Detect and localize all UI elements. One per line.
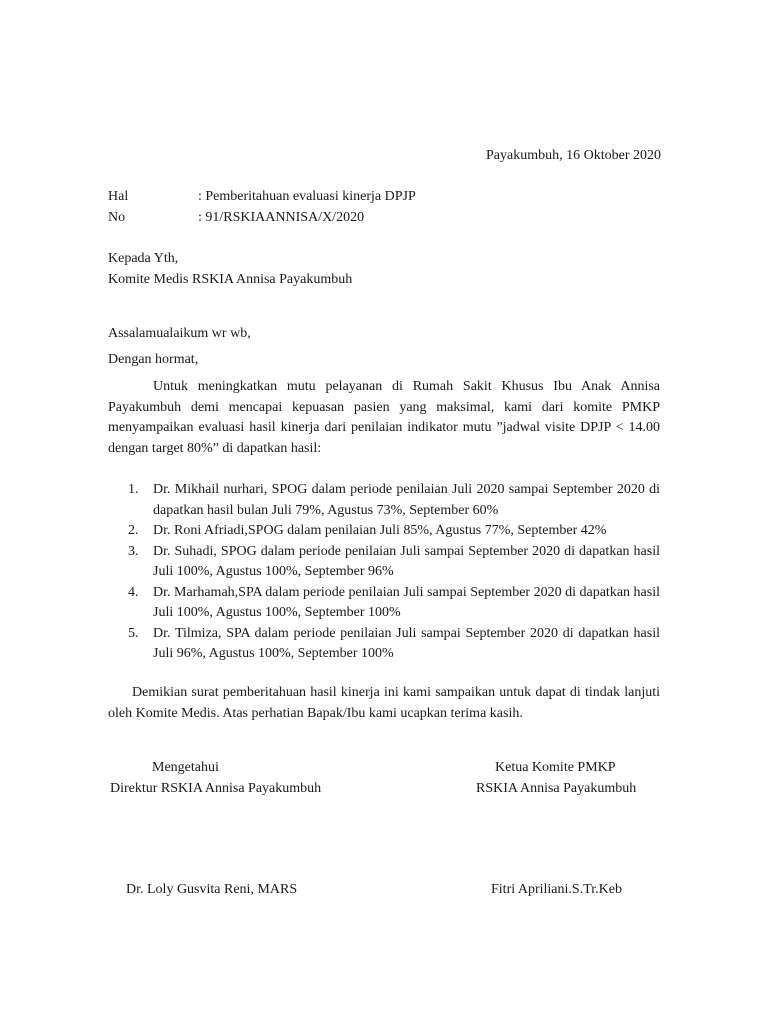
number-label: No (108, 210, 126, 225)
subject-value: : Pemberitahuan evaluasi kinerja DPJP (198, 189, 416, 204)
list-item (108, 624, 660, 665)
subject-label: Hal (108, 189, 129, 204)
list-item-number: 2. (128, 523, 139, 538)
number-value: : 91/RSKIAANNISA/X/2020 (198, 210, 365, 225)
right-signatory-name: Fitri Apriliani.S.Tr.Keb (491, 882, 622, 897)
results-list (108, 480, 660, 665)
list-item-text: Dr. Suhadi, SPOG dalam periode penilaian Juli sampai September 2020 di dapatkan hasil Juli 100%, Agustus 100%, September 96% (153, 543, 660, 579)
salutation: Dengan hormat, (108, 352, 199, 367)
list-item-text: Dr. Tilmiza, SPA dalam periode penilaian Juli sampai September 2020 di dapatkan hasil Juli 96%, Agustus 100%, September 100% (153, 625, 660, 661)
left-signatory-org: Direktur RSKIA Annisa Payakumbuh (110, 781, 322, 796)
intro-paragraph: Untuk meningkatkan mutu pelayanan di Rumah Sakit Khusus Ibu Anak Annisa Payakumbuh demi mencapai kepuasan pasien yang maksimal, kami dari komite PMKP menyampaikan evaluasi hasil kinerja dari penilaian indikator mutu ”jadwal visite DPJP < 14.00 dengan target 80%” di dapatkan hasil: (108, 379, 660, 456)
list-item-number: 1. (128, 482, 139, 497)
greeting: Assalamualaikum wr wb, (108, 326, 251, 341)
left-signatory-title: Mengetahui (152, 760, 219, 775)
list-item-number: 5. (128, 625, 139, 641)
recipient-line-1: Kepada Yth, (108, 251, 179, 266)
list-item (108, 521, 660, 542)
right-signatory-org: RSKIA Annisa Payakumbuh (476, 781, 637, 796)
list-item (108, 480, 660, 521)
list-item (108, 542, 660, 583)
list-item (108, 583, 660, 624)
list-item-number: 3. (128, 543, 139, 559)
recipient-line-2: Komite Medis RSKIA Annisa Payakumbuh (108, 272, 353, 287)
letter-date: Payakumbuh, 16 Oktober 2020 (486, 148, 661, 163)
list-item-text: Dr. Marhamah,SPA dalam periode penilaian Juli sampai September 2020 di dapatkan hasil Juli 100%, Agustus 100%, September 100% (153, 584, 660, 620)
list-item-text: Dr. Roni Afriadi,SPOG dalam penilaian Juli 85%, Agustus 77%, September 42% (153, 523, 607, 538)
closing-paragraph: Demikian surat pemberitahuan hasil kinerja ini kami sampaikan untuk dapat di tindak lanjuti oleh Komite Medis. Atas perhatian Bapak/Ibu kami ucapkan terima kasih. (108, 685, 660, 721)
left-signatory-name: Dr. Loly Gusvita Reni, MARS (126, 882, 298, 897)
list-item-text: Dr. Mikhail nurhari, SPOG dalam periode penilaian Juli 2020 sampai September 2020 di dapatkan hasil bulan Juli 79%, Agustus 73%, September 60% (153, 482, 660, 518)
right-signatory-title: Ketua Komite PMKP (495, 760, 616, 775)
list-item-number: 4. (128, 584, 139, 600)
